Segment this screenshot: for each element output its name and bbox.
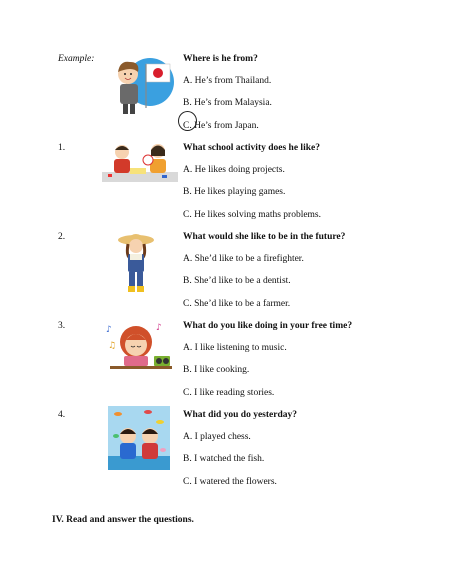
option-2-a: A. She’d like to be a firefighter. bbox=[183, 254, 304, 264]
option-3-c: C. I like reading stories. bbox=[183, 388, 275, 398]
option-3-a: A. I like listening to music. bbox=[183, 343, 287, 353]
question-3: What do you like doing in your free time? bbox=[183, 321, 353, 331]
item-label-1: 1. bbox=[58, 143, 66, 153]
question-2: What would she like to be in the future? bbox=[183, 232, 346, 242]
item-label-3: 3. bbox=[58, 321, 66, 331]
question-4: What did you do yesterday? bbox=[183, 410, 298, 420]
craft-project-illustration bbox=[102, 140, 178, 186]
option-3-b: B. I like cooking. bbox=[183, 365, 250, 375]
farmer-girl-illustration bbox=[116, 230, 156, 296]
item-label-example: Example: bbox=[58, 54, 95, 64]
svg-text:♪: ♪ bbox=[156, 323, 162, 333]
music-girl-illustration bbox=[104, 318, 174, 370]
question-example: Where is he from? bbox=[183, 54, 258, 64]
option-example-b: B. He’s from Malaysia. bbox=[183, 98, 272, 108]
option-1-a: A. He likes doing projects. bbox=[183, 165, 285, 175]
option-example-c: C. He’s from Japan. bbox=[183, 121, 259, 131]
option-4-b: B. I watched the fish. bbox=[183, 454, 265, 464]
section-heading: IV. Read and answer the questions. bbox=[52, 515, 194, 525]
svg-text:♪: ♪ bbox=[106, 325, 112, 335]
answer-circle-mark bbox=[178, 111, 197, 131]
item-label-4: 4. bbox=[58, 410, 66, 420]
aquarium-illustration bbox=[108, 406, 170, 470]
option-1-c: C. He likes solving maths problems. bbox=[183, 210, 322, 220]
option-2-c: C. She’d like to be a farmer. bbox=[183, 299, 291, 309]
boy-flag-illustration bbox=[110, 52, 176, 118]
option-4-a: A. I played chess. bbox=[183, 432, 251, 442]
question-1: What school activity does he like? bbox=[183, 143, 320, 153]
option-1-b: B. He likes playing games. bbox=[183, 187, 286, 197]
option-4-c: C. I watered the flowers. bbox=[183, 477, 277, 487]
item-label-2: 2. bbox=[58, 232, 66, 242]
svg-text:♫: ♫ bbox=[108, 341, 117, 351]
option-2-b: B. She’d like to be a dentist. bbox=[183, 276, 291, 286]
option-example-a: A. He’s from Thailand. bbox=[183, 76, 272, 86]
